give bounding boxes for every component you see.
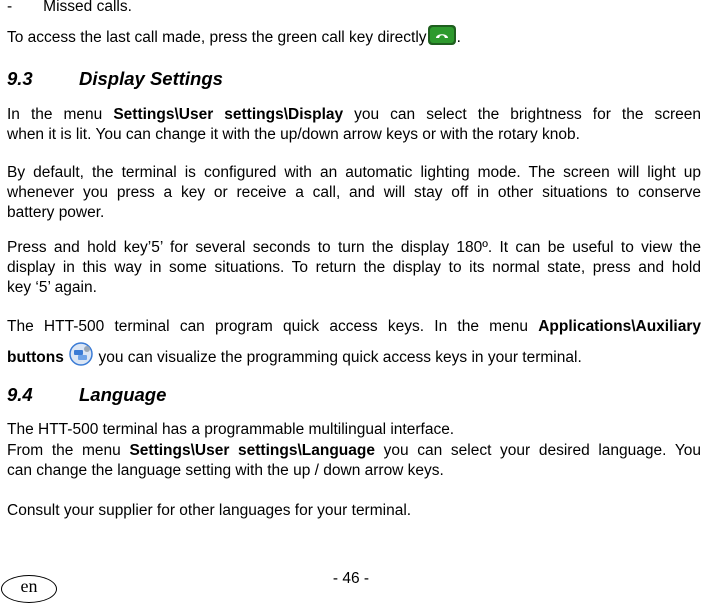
text-row: key ‘5’ again.	[7, 279, 97, 296]
section-title: Display Settings	[79, 68, 223, 89]
section-heading-9-3	[7, 68, 223, 90]
text-row: when it is lit. You can change it with the up/down arrow keys or with the rotary knob.	[7, 126, 580, 143]
text-row	[7, 317, 701, 337]
text-row: display in this way in some situations. To return the display to its normal state, press and hold	[7, 259, 701, 276]
language-line-1: The HTT-500 terminal has a programmable multilingual interface.	[7, 421, 455, 438]
menu-path-buttons: buttons	[7, 349, 64, 366]
text-row: can change the language setting with the up / down arrow keys.	[7, 462, 444, 479]
text-span: you can select the brightness for the screen	[354, 106, 702, 123]
text-row	[7, 105, 701, 125]
green-call-key-icon	[427, 24, 457, 51]
last-call-end: .	[456, 29, 461, 46]
language-paragraph-3: Consult your supplier for other languages for your terminal.	[7, 502, 412, 519]
display-paragraph-2	[7, 163, 701, 223]
section-heading-9-4	[7, 384, 166, 406]
section-number: 9.3	[7, 68, 33, 89]
menu-path-applications: Applications\Auxiliary	[538, 318, 701, 335]
text-row	[7, 441, 701, 461]
section-number: 9.4	[7, 384, 33, 405]
auxiliary-buttons-line	[7, 342, 582, 373]
text-span: In the menu	[7, 106, 103, 123]
text-row: Press and hold key’5’ for several seconds to turn the display 180º. It can be useful to view the	[7, 239, 701, 256]
language-tag: en	[1, 575, 57, 603]
bullet-dash: -	[7, 0, 13, 15]
display-paragraph-1	[7, 105, 701, 145]
missed-calls-bullet	[7, 0, 132, 16]
text-row: By default, the terminal is configured with an automatic lighting mode. The screen will light up	[7, 164, 701, 181]
text-row: battery power.	[7, 204, 105, 221]
text-span: From the menu	[7, 442, 121, 459]
auxiliary-buttons-icon	[68, 342, 94, 373]
text-span: you can select your desired language. You	[383, 442, 701, 459]
display-paragraph-4	[7, 317, 701, 337]
menu-path-display: Settings\User settings\Display	[113, 106, 344, 123]
last-call-text: To access the last call made, press the green call key directly	[7, 29, 427, 46]
last-call-line	[7, 24, 461, 51]
text-row: whenever you press a key or receive a call, and will stay off in other situations to conserve	[7, 184, 701, 201]
menu-path-language: Settings\User settings\Language	[129, 442, 375, 459]
text-span: The HTT-500 terminal can program quick access keys. In the menu	[7, 318, 528, 335]
language-paragraph-2	[7, 441, 701, 481]
auxiliary-buttons-rest: you can visualize the programming quick access keys in your terminal.	[98, 349, 582, 366]
bullet-text: Missed calls.	[43, 0, 132, 15]
display-paragraph-3	[7, 238, 701, 298]
page-number: - 46 -	[332, 570, 370, 587]
section-title: Language	[79, 384, 167, 405]
